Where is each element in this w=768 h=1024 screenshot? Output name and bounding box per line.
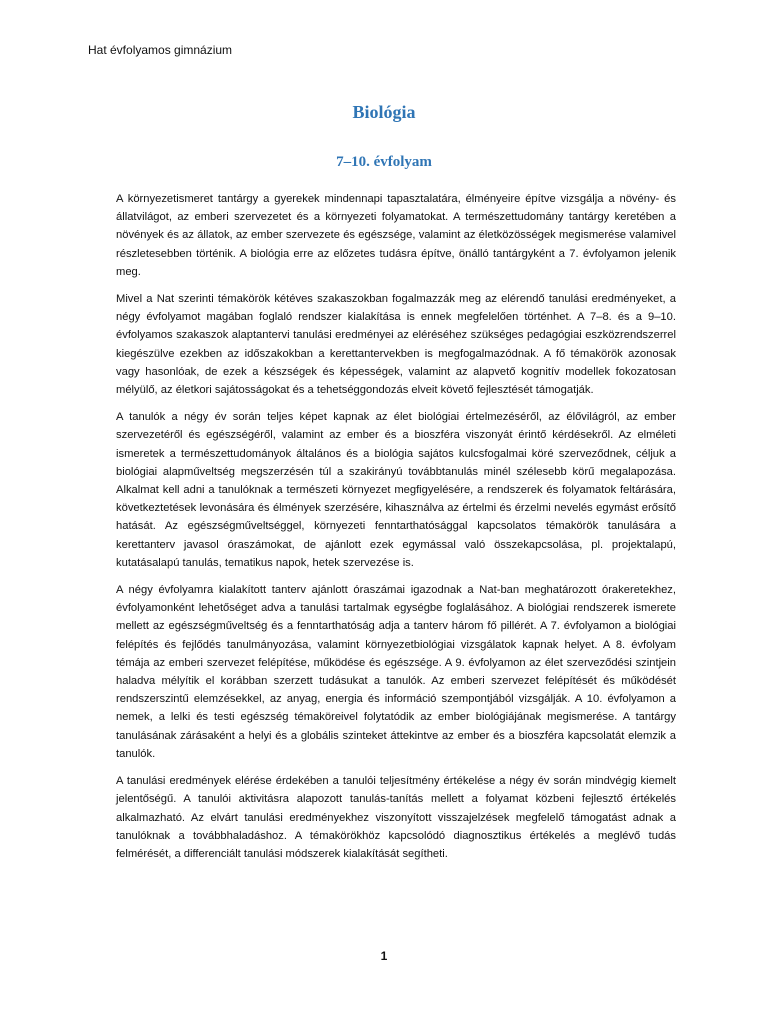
running-header: Hat évfolyamos gimnázium (88, 43, 233, 57)
document-subtitle: 7–10. évfolyam (336, 154, 432, 170)
page-number: 1 (380, 949, 388, 963)
paragraph-2: Mivel a Nat szerinti témakörök kétéves szakaszokban fogalmazzák meg az elérendő tanulási eredményeket, a négy évfolyamot magában foglaló rendszer kialakítása is ennek megfelelően történhet. A 7–8. és a 9–10. évfolyamos szakaszok alaptantervi tanulási eredményei az eléréséhez szükséges pedagógiai eszközrendszerrel kiegészülve ezekben az időszakokban a kerettantervekben is megfogalmazódnak. A fő témakörök azonosak vagy hasonlóak, de ezek a készségek és képességek, valamint az alapvető kognitív modellek fokozatosan mélyülő, az életkori sajátosságokat és a tehetséggondozás elveit követő fejlesztését támogatják. (116, 293, 676, 397)
paragraph-3: A tanulók a négy év során teljes képet kapnak az élet biológiai értelmezéséről, az élővilágról, az ember szervezetéről és egészségéről, valamint az ember és a bioszféra viszonyát érintő kérdésekről. Az elméleti ismeretek a természettudományok általános és a biológia sajátos kulcsfogalmai köré szerveződnek, céljuk a biológiai alapműveltség megszerzésén túl a szakirányú továbbtanulás minél szélesebb körű megalapozása. Alkalmat kell adni a tanulóknak a természeti környezet megfigyelésére, a rendszerek és folyamatok feltárására, következtetések levonására és élmények szerzésére, kihasználva az értelmi és érzelmi nevelés egymást erősítő hatását. Az egészségműveltséggel, környezeti fenntarthatósággal kapcsolatos témakörök tanulására a kerettanterv javasol óraszámokat, de ajánlott ezek egymással való összekapcsolása, pl. projektalapú, kutatásalapú tanulás, tematikus napok, hetek szervezése is. (116, 411, 676, 569)
paragraph-4: A négy évfolyamra kialakított tanterv ajánlott óraszámai igazodnak a Nat-ban meghatározott órakeretekhez, évfolyamonként lehetőséget adva a tanulási tartalmak egységbe foglalásához. A biológiai rendszerek ismerete mellett az egészségműveltség és a fenntarthatóság adja a tanterv három fő pillérét. A 7. évfolyamon a biológiai felépítés és fejlődés tanulmányozása, valamint környezetbiológiai vizsgálatok kapnak helyet. A 8. évfolyam témája az emberi szervezet felépítése, működése és egészsége. A 9. évfolyamon az élet szerveződési szintjein haladva mélyítik el korábban szerzett tudásukat a tanulók. Az emberi szervezet felépítését és működését rendszerszintű elemzésekkel, az anyag, energia és információ szempontjából vizsgálják. A 10. évfolyamon a nemek, a lelki és testi egészség témaköreivel folytatódik az ember biológiájának megismerése. A tantárgy tanulásának zárásaként a helyi és a globális szinteket áttekintve az ember és a bioszféra kapcsolatát elemzik a tanulók. (116, 584, 676, 760)
body-text (116, 190, 676, 872)
paragraph-1: A környezetismeret tantárgy a gyerekek mindennapi tapasztalatára, élményeire építve vizsgálja a növény- és állatvilágot, az emberi szervezetet és a környezeti folyamatokat. A természettudomány tantárgy keretében a növények és az állatok, az ember szervezete és egészsége, valamint az életközösségek megismerése valamivel részletesebben történik. A biológia erre az előzetes tudásra építve, önálló tantárgyként a 7. évfolyamon jelenik meg. (116, 193, 676, 278)
document-title: Biológia (352, 102, 416, 122)
paragraph-5: A tanulási eredmények elérése érdekében a tanulói teljesítmény értékelése a négy év során mindvégig kiemelt jelentőségű. A tanulói aktivitásra alapozott tanulás-tanítás mellett a folyamat közbeni fejlesztő értékelés alkalmazható. Az elvárt tanulási eredményekhez viszonyított visszajelzések megfelelő támogatást adnak a tanulóknak a továbbhaladáshoz. A témakörökhöz kapcsolódó diagnosztikus értékelés a meglévő tudás felmérését, a differenciált tanulási módszerek kialakítását segítheti. (116, 775, 676, 860)
